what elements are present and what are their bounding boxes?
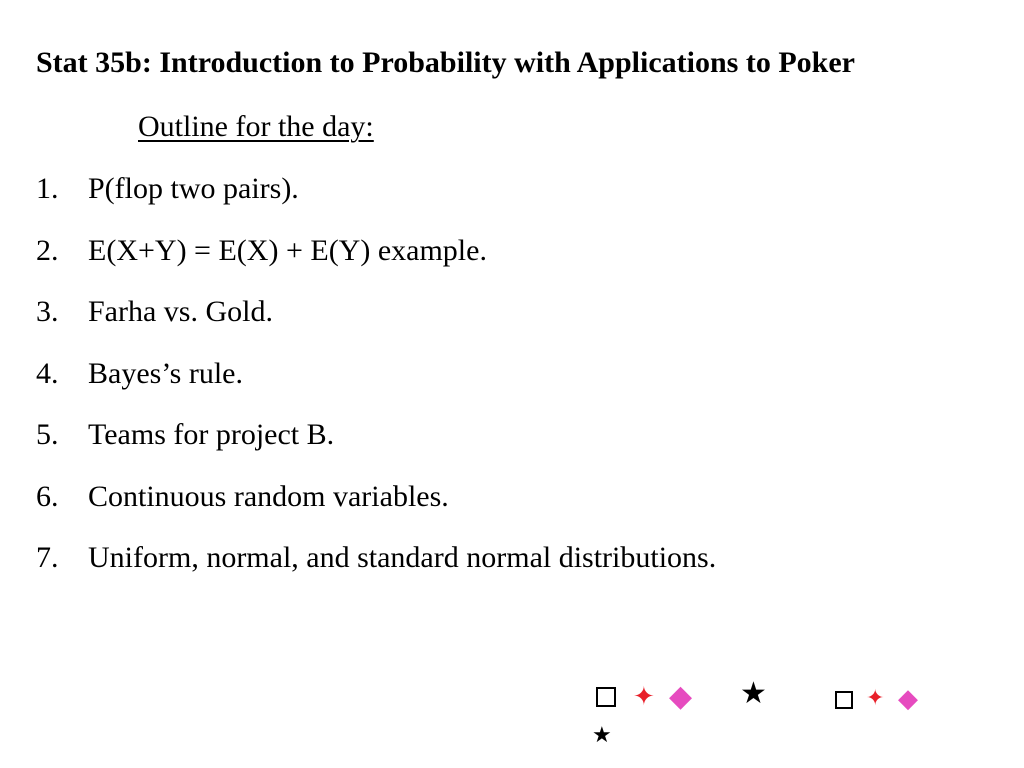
item-text: Bayes’s rule. (88, 356, 243, 390)
list-item (36, 480, 716, 542)
item-number: 2. (36, 233, 59, 267)
item-number: 6. (36, 479, 59, 513)
list-item (36, 295, 716, 357)
item-number: 1. (36, 172, 59, 205)
item-text: Uniform, normal, and standard normal distributions. (88, 541, 717, 574)
heart-icon: ✦ (866, 686, 885, 711)
item-text: Farha vs. Gold. (88, 295, 273, 328)
heart-icon: ✦ (633, 682, 655, 712)
list-item (36, 172, 716, 234)
spade-icon: ★ (740, 676, 767, 711)
spade-icon: ★ (592, 723, 612, 748)
outline-list (36, 172, 716, 603)
diamond-icon: ◆ (669, 679, 693, 714)
list-item (36, 357, 716, 419)
item-text: E(X+Y) = E(X) + E(Y) example. (88, 233, 487, 267)
list-item (36, 418, 716, 480)
diamond-icon: ◆ (898, 684, 918, 714)
slide-title: Stat 35b: Introduction to Probability with Applications to Poker (36, 46, 855, 79)
item-number: 4. (36, 356, 59, 390)
item-text: P(flop two pairs). (88, 172, 299, 205)
list-item (36, 234, 716, 296)
item-number: 3. (36, 295, 59, 328)
club-icon (835, 691, 853, 709)
item-number: 7. (36, 541, 59, 574)
item-number: 5. (36, 418, 59, 451)
list-item (36, 541, 716, 603)
club-icon (596, 687, 616, 707)
outline-heading: Outline for the day: (138, 110, 374, 143)
item-text: Continuous random variables. (88, 479, 449, 513)
item-text: Teams for project B. (88, 418, 335, 451)
